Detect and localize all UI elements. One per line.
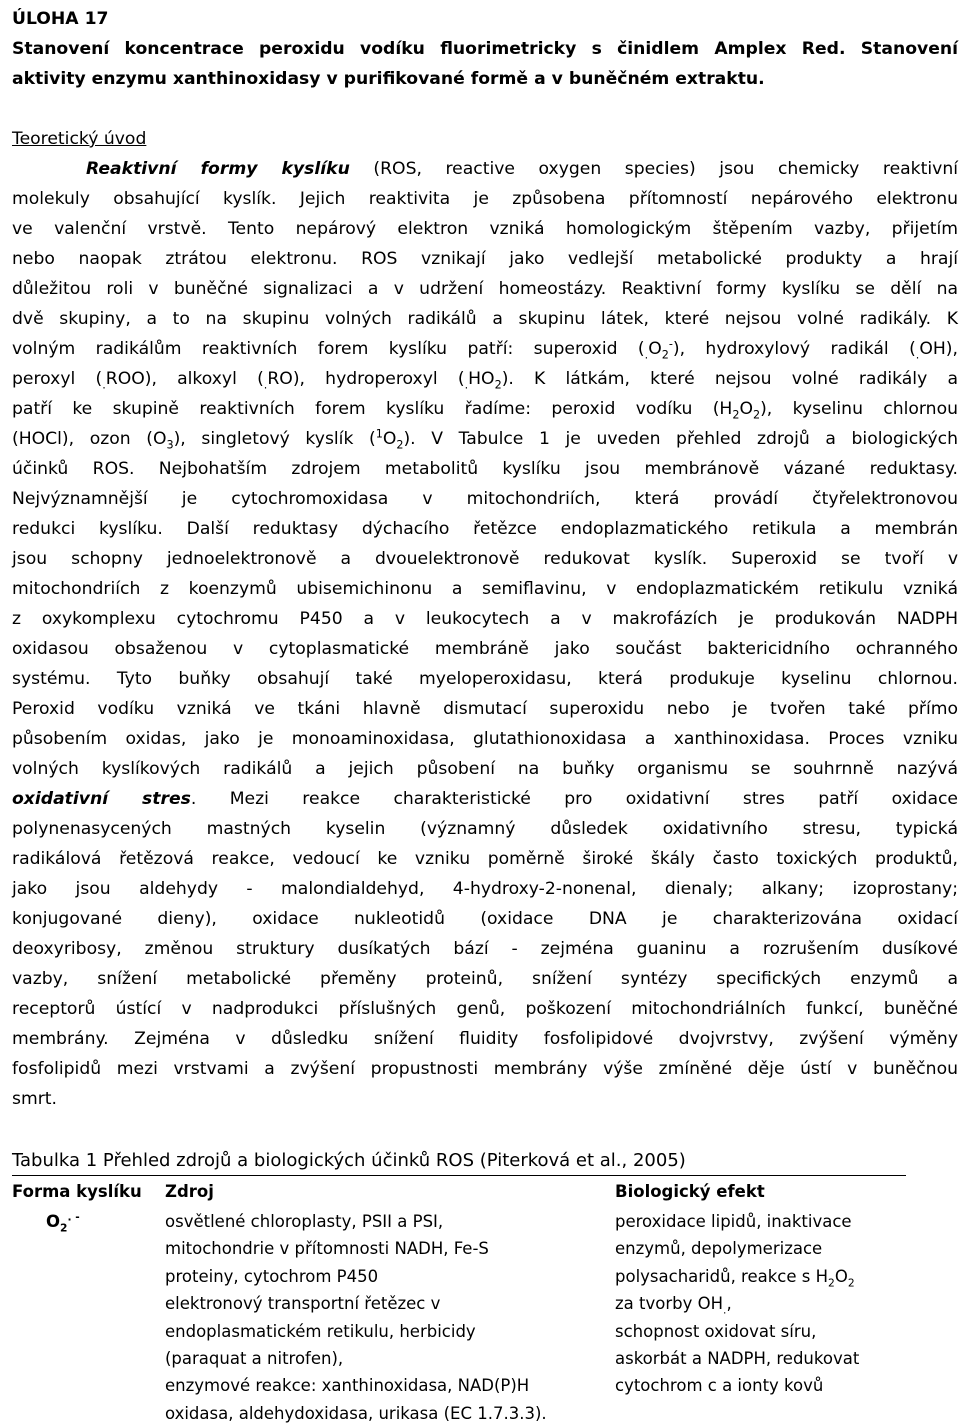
paragraph-line: [12, 154, 958, 184]
text-span: ), hydroxylový radikál (: [672, 339, 916, 359]
table-header-form: Forma kyslíku: [12, 1182, 142, 1201]
text-span: ), kyselinu chlornou: [760, 399, 958, 419]
subscript: 2: [752, 408, 761, 422]
effect-line: schopnost oxidovat síru,: [615, 1321, 817, 1341]
text-span: ROO), alkoxyl (: [105, 369, 264, 389]
text-span: . Mezi reakce charakteristické pro oxidativní stres patří oxidace: [190, 789, 958, 809]
subscript: 2: [732, 408, 740, 422]
effect-line: [615, 1263, 859, 1290]
source-line: enzymové reakce: xanthinoxidasa, NAD(P)H: [165, 1376, 530, 1396]
effect-line: askorbát a NADPH, redukovat: [615, 1349, 860, 1369]
section-heading: Teoretický úvod: [12, 129, 147, 149]
source-line: elektronový transportní řetězec v: [165, 1294, 441, 1314]
table-caption: Tabulka 1 Přehled zdrojů a biologických účinků ROS (Piterková et al., 2005): [12, 1150, 686, 1171]
paragraph-line: ve valenční vrstvě. Tento nepárový elektron vzniká homologickým štěpením vazby, přijetím: [12, 219, 958, 239]
text-span: polysacharidů, reakce s H: [615, 1266, 829, 1286]
paragraph-line: [12, 394, 958, 424]
table-header-source: Zdroj: [165, 1182, 214, 1201]
paragraph-line: [12, 334, 958, 364]
paragraph-line: deoxyribosy, změnou struktury dusíkatých bází - zejména guaninu a rozrušením dusíkové: [12, 939, 958, 959]
effect-line: peroxidace lipidů, inaktivace: [615, 1212, 852, 1231]
paragraph-line: Peroxid vodíku vzniká ve tkáni hlavně dismutací superoxidu nebo je tvořen také přímo: [12, 699, 958, 719]
table-header-effect: Biologický efekt: [615, 1182, 765, 1201]
superscript: . -: [67, 1210, 80, 1224]
paragraph-line: působením oxidas, jako je monoaminoxidasa, glutathionoxidasa a xanthinoxidasa. Proces vzniku: [12, 729, 958, 749]
subscript: 2: [60, 1221, 68, 1235]
paragraph-line: Nejvýznamnější je cytochromoxidasa v mitochondriích, která provádí čtyřelektronovou: [12, 489, 958, 509]
table-cell-superoxide: [46, 1208, 80, 1236]
text-span: O: [46, 1212, 61, 1231]
radical-dot: .: [915, 348, 920, 362]
paragraph-line: účinků ROS. Nejbohatším zdrojem metabolitů kyslíku jsou membránově vázané reduktasy.: [12, 459, 958, 479]
text-span: (HOCl), ozon (O: [12, 429, 167, 449]
text-span: volným radikálům reaktivních forem kyslíku patří: superoxid (: [12, 339, 645, 359]
source-line: mitochondrie v přítomnosti NADH, Fe-S: [165, 1239, 489, 1259]
subscript: 3: [166, 438, 174, 452]
text-span: OH),: [919, 339, 958, 359]
radical-dot: .: [263, 378, 268, 392]
paragraph-line: jako jsou aldehydy - malondialdehyd, 4-hydroxy-2-nonenal, dienaly; alkany; izoprostany;: [12, 879, 958, 899]
paragraph-line: [12, 784, 958, 814]
text-span: ). V Tabulce 1 je uveden přehled zdrojů a biologických: [403, 429, 958, 449]
subscript: 2: [847, 1276, 855, 1290]
paragraph-line: smrt.: [12, 1089, 57, 1109]
table-header-rule: [12, 1175, 906, 1176]
source-line: endoplasmatickém retikulu, herbicidy: [165, 1321, 476, 1341]
paragraph-line: nebo naopak ztrátou elektronu. ROS vznikají jako vedlejší metabolické produkty a hrají: [12, 249, 958, 269]
subscript: 2: [494, 378, 502, 392]
task-title-line-2: aktivity enzymu xanthinoxidasy v purifikované formě a v buněčném extraktu.: [12, 69, 765, 89]
text-span: za tvorby OH: [615, 1294, 724, 1314]
effect-line: [615, 1290, 859, 1317]
paragraph-line: z oxykomplexu cytochromu P450 a v leukocytech a v makrofázích je produkován NADPH: [12, 609, 958, 629]
paragraph-line: jsou schopny jednoelektronově a dvouelektronově redukovat kyslík. Superoxid se tvoří v: [12, 549, 958, 569]
paragraph-line: dvě skupiny, a to na skupinu volných radikálů a skupinu látek, které nejsou volné radikály. K: [12, 309, 958, 329]
paragraph-line: vazby, snížení metabolické přeměny proteinů, snížení syntézy specifických enzymů a: [12, 969, 958, 989]
radical-dot: .: [644, 348, 649, 362]
paragraph-line: důležitou roli v buněčné signalizaci a v udržení homeostázy. Reaktivní formy kyslíku se dělí na: [12, 279, 958, 299]
paragraph-line: [12, 364, 958, 394]
subscript: 2: [828, 1276, 835, 1290]
text-span: patří ke skupině reaktivních forem kyslíku řadíme: peroxid vodíku (H: [12, 399, 733, 419]
paragraph-line: fosfolipidů mezi vrstvami a zvýšení propustnosti membrány výše zmíněné děje ústí v buněčnou: [12, 1059, 958, 1079]
source-line: proteiny, cytochrom P450: [165, 1266, 379, 1286]
subscript: 2: [661, 348, 669, 362]
paragraph-line: receptorů ústící v nadprodukci příslušných genů, poškození mitochondriálních funkcí, buněčné: [12, 999, 958, 1019]
text-span: peroxyl (: [12, 369, 103, 389]
radical-dot: .: [723, 1303, 727, 1317]
paragraph-line: systému. Tyto buňky obsahují také myeloperoxidasu, která produkuje kyselinu chlornou.: [12, 669, 958, 689]
text-span: HO: [468, 369, 495, 389]
effect-line: cytochrom c a ionty kovů: [615, 1376, 824, 1396]
term-oxidative-stress: oxidativní stres: [12, 789, 191, 809]
source-line: osvětlené chloroplasty, PSII a PSI,: [165, 1212, 444, 1231]
text-span: (ROS, reactive oxygen species) jsou chemicky reaktivní: [349, 159, 958, 179]
effect-line: enzymů, depolymerizace: [615, 1239, 823, 1259]
text-span: ). K látkám, které nejsou volné radikály a: [501, 369, 958, 389]
table-cell-source: [165, 1208, 547, 1427]
task-number: ÚLOHA 17: [12, 9, 109, 29]
text-span: O: [382, 429, 397, 449]
text-span: ), singletový kyslík (: [173, 429, 376, 449]
radical-dot: .: [464, 378, 469, 392]
paragraph-line: oxidasou obsaženou v cytoplasmatické membráně jako součást baktericidního ochranného: [12, 639, 958, 659]
source-line: (paraquat a nitrofen),: [165, 1349, 344, 1369]
term-ros: Reaktivní formy kyslíku: [86, 159, 350, 179]
paragraph-line: volných kyslíkových radikálů a jejich působení na buňky organismu se souhrnně nazývá: [12, 759, 958, 779]
text-span: O: [739, 399, 753, 419]
subscript: 2: [396, 438, 404, 452]
paragraph-line: radikálová řetězová reakce, vedoucí ke vzniku poměrně široké škály často toxických produktů,: [12, 849, 958, 869]
paragraph-line: [12, 424, 958, 454]
text-span: ,: [726, 1294, 732, 1314]
text-span: O: [648, 339, 662, 359]
paragraph-line: mitochondriích z koenzymů ubisemichinonu a semiflavinu, v endoplazmatickém retikulu vzniká: [12, 579, 958, 599]
superscript: 1: [375, 427, 383, 441]
paragraph-line: konjugované dieny), oxidace nukleotidů (oxidace DNA je charakterizována oxidací: [12, 909, 958, 929]
paragraph-line: polynenasycených mastných kyselin (významný důsledek oxidativního stresu, typická: [12, 819, 958, 839]
paragraph-line: molekuly obsahující kyslík. Jejich reaktivita je způsobena přítomností nepárového elektronu: [12, 189, 958, 209]
paragraph-line: redukci kyslíku. Další reduktasy dýchacího řetězce endoplazmatického retikula a membrán: [12, 519, 958, 539]
superscript: -: [668, 337, 673, 351]
text-span: RO), hydroperoxyl (: [267, 369, 465, 389]
paragraph-line: membrány. Zejména v důsledku snížení fluidity fosfolipidové dvojvrstvy, zvýšení výměny: [12, 1029, 958, 1049]
table-cell-effect: [615, 1208, 859, 1400]
task-title-line-1: Stanovení koncentrace peroxidu vodíku fluorimetricky s činidlem Amplex Red. Stanovení: [12, 39, 958, 59]
radical-dot: .: [102, 378, 106, 392]
source-line: oxidasa, aldehydoxidasa, urikasa (EC 1.7.3.3).: [165, 1403, 547, 1423]
text-span: O: [834, 1266, 848, 1286]
